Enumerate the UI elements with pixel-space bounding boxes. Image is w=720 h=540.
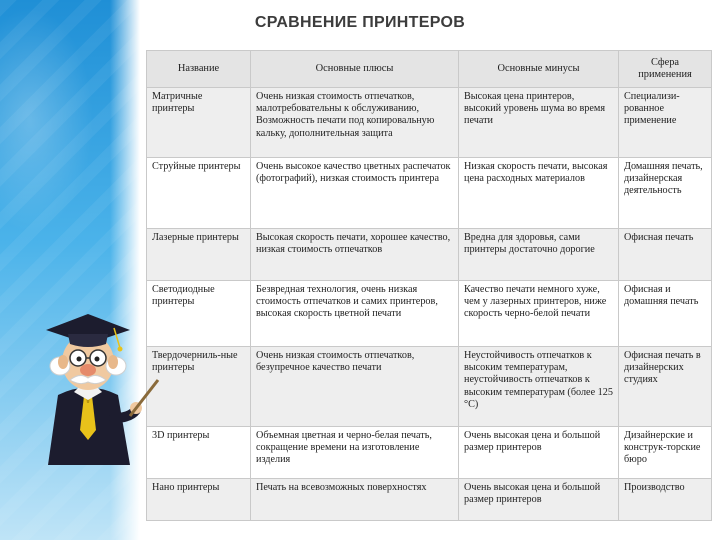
header-pros: Основные плюсы [251,51,459,88]
printer-name: 3D принтеры [147,427,251,479]
printer-scope: Домашняя печать, дизайнерская деятельность [619,158,712,229]
printer-pros: Очень высокое качество цветных распечаток (фотографий), низкая стоимость принтера [251,158,459,229]
printer-scope: Дизайнерские и конструк-торские бюро [619,427,712,479]
printer-pros: Очень низкая стоимость отпечатков, малотребовательны к обслуживанию, Возможность печати под копировальную кальку, дополнительная защита [251,88,459,158]
printer-pros: Очень низкая стоимость отпечатков, безупречное качество печати [251,347,459,427]
printer-name: Светодиодные принтеры [147,281,251,347]
table-row [147,158,712,229]
table-row [147,427,712,479]
printer-pros: Безвредная технология, очень низкая стоимость отпечатков и самих принтеров, высокая скорость цветной печати [251,281,459,347]
printer-scope: Офисная печать [619,229,712,281]
printer-comparison-table [146,50,712,521]
printer-name: Лазерные принтеры [147,229,251,281]
printer-cons: Очень высокая цена и большой размер принтеров [459,427,619,479]
printer-pros: Объемная цветная и черно-белая печать, сокращение времени на изготовление изделия [251,427,459,479]
printer-name: Матричные принтеры [147,88,251,158]
printer-scope: Офисная и домашняя печать [619,281,712,347]
header-name: Название [147,51,251,88]
printer-cons: Низкая скорость печати, высокая цена расходных материалов [459,158,619,229]
printer-scope: Производство [619,479,712,521]
printer-cons: Вредна для здоровья, сами принтеры достаточно дорогие [459,229,619,281]
printer-cons: Качество печати немного хуже, чем у лазерных принтеров, ниже скорость черно-белой печати [459,281,619,347]
printer-name: Твердочерниль-ные принтеры [147,347,251,427]
printer-cons: Очень высокая цена и большой размер принтеров [459,479,619,521]
header-scope: Сфера применения [619,51,712,88]
printer-cons: Неустойчивость отпечатков к высоким температурам, неустойчивость отпечатков к высоким температурам (более 125 °C) [459,347,619,427]
header-cons: Основные минусы [459,51,619,88]
table-row [147,88,712,158]
printer-cons: Высокая цена принтеров, высокий уровень шума во время печати [459,88,619,158]
table-row [147,281,712,347]
table-row [147,347,712,427]
table-row [147,479,712,521]
table-header-row [147,51,712,88]
page-title: СРАВНЕНИЕ ПРИНТЕРОВ [254,14,466,31]
printer-scope: Специализи-рованное применение [619,88,712,158]
printer-scope: Офисная печать в дизайнерских студиях [619,347,712,427]
table-row [147,229,712,281]
printer-name: Струйные принтеры [147,158,251,229]
professor-mascot-illustration [18,300,163,470]
printer-pros: Высокая скорость печати, хорошее качество, низкая стоимость отпечатков [251,229,459,281]
printer-pros: Печать на всевозможных поверхностях [251,479,459,521]
printer-name: Нано принтеры [147,479,251,521]
